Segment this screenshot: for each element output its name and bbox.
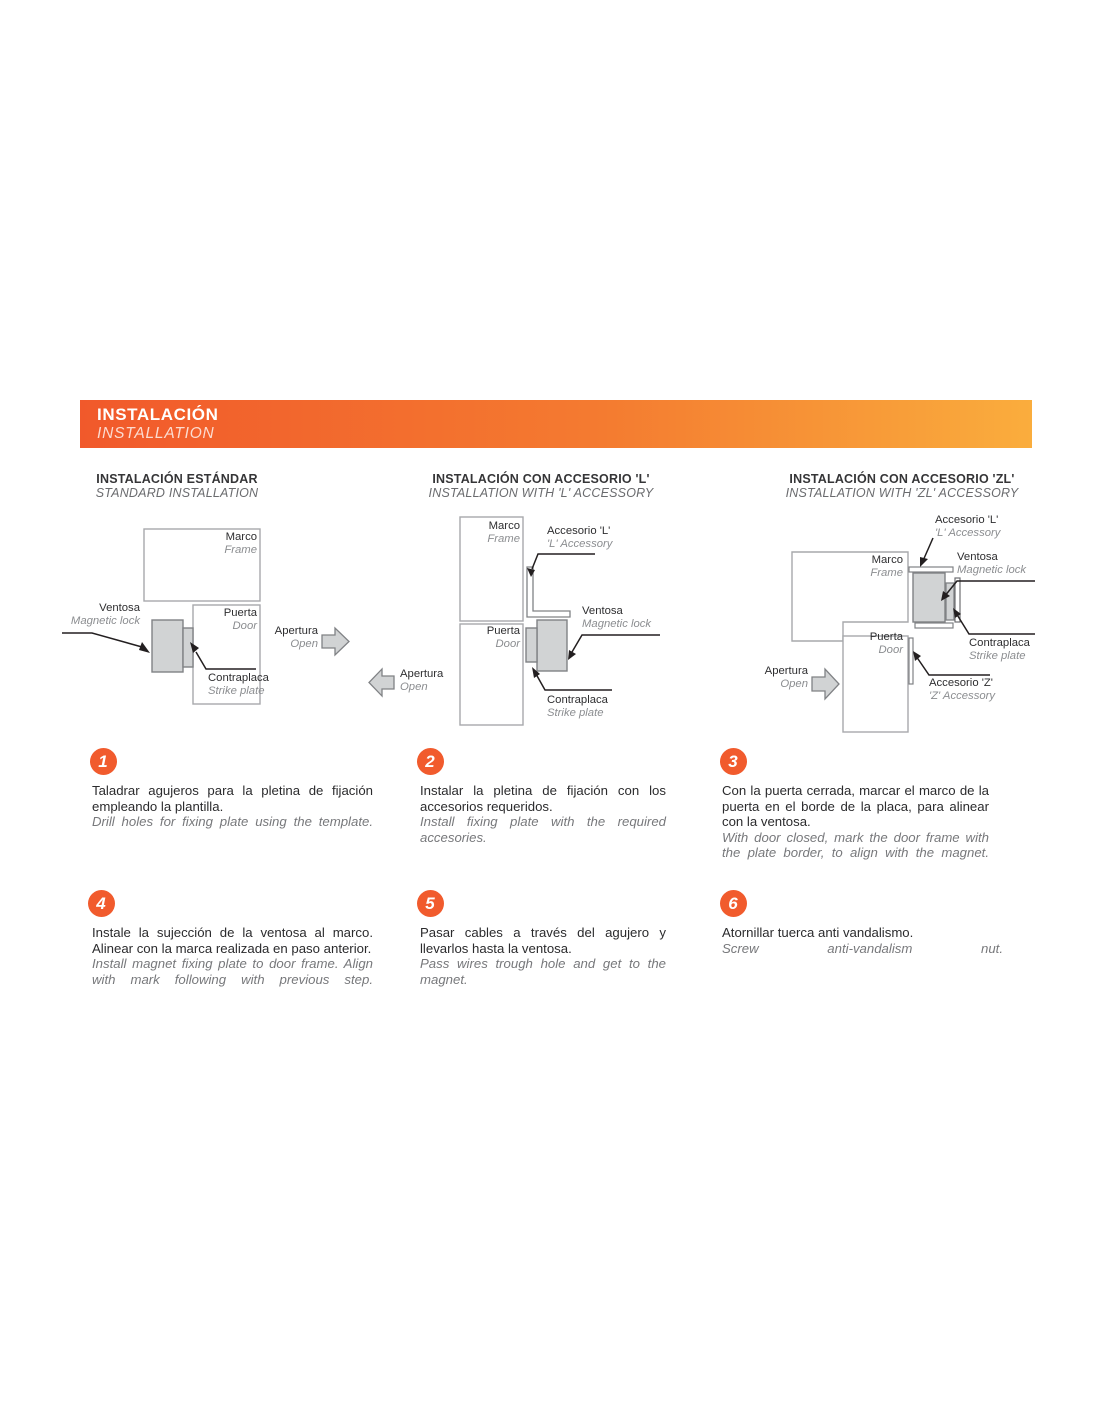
z-accessory-label: Accesorio 'Z' 'Z' Accessory (929, 677, 996, 703)
banner-title-es: INSTALACIÓN (97, 405, 219, 424)
step-instruction-en: Install magnet fixing plate to door frame. Align with mark following with previous step. (92, 956, 373, 987)
open-label: Apertura Open (274, 625, 318, 651)
frame-label: Marco Frame (870, 554, 903, 580)
step-6-badge (720, 890, 747, 917)
diagram-zl-accessory-installation (720, 505, 1080, 740)
step-number: 5 (425, 893, 435, 913)
step-instruction-en: Drill holes for fixing plate using the template. (92, 814, 373, 830)
magnet-leader-line (572, 635, 660, 652)
z-bracket-vertical-bar (909, 638, 913, 684)
step-number: 2 (425, 751, 435, 771)
step-4-text (92, 925, 373, 1003)
banner-title-en: INSTALLATION (97, 425, 215, 442)
door-label: Puerta Door (486, 625, 520, 651)
heading-en: INSTALLATION WITH 'ZL' ACCESSORY (785, 486, 1019, 500)
magnet-arrowhead (139, 642, 150, 653)
heading-es: INSTALACIÓN ESTÁNDAR (96, 472, 258, 486)
heading-zl-accessory-installation (782, 472, 1022, 500)
step-instruction-es: Taladrar agujeros para la pletina de fijación empleando la plantilla. (92, 783, 373, 814)
l-bracket-shape (527, 567, 570, 617)
diagram-l-accessory-installation (360, 505, 700, 740)
l-bracket-arrowhead (920, 557, 928, 567)
step-6-text (722, 925, 1003, 972)
strike-leader-line (956, 613, 1035, 634)
heading-es: INSTALACIÓN CON ACCESORIO 'ZL' (789, 472, 1015, 486)
step-5-badge (417, 890, 444, 917)
strike-plate-label: Contraplaca Strike plate (547, 694, 608, 720)
step-5-text (420, 925, 666, 1003)
z-bracket-arrowhead (913, 651, 921, 661)
door-label: Puerta Door (869, 631, 903, 657)
step-number: 3 (728, 751, 738, 771)
z-bracket-horizontal-bar (915, 623, 953, 628)
step-instruction-en: Screw anti-vandalism nut. (722, 940, 1003, 956)
step-instruction-en: With door closed, mark the door frame with the plate border, to align with the magnet. (722, 829, 989, 861)
step-instruction-es: Con la puerta cerrada, marcar el marco de la puerta en el borde de la placa, para alinear con la ventosa. (722, 783, 989, 830)
door-label: Puerta Door (223, 607, 257, 633)
magnet-rect (537, 620, 567, 671)
l-accessory-label: Accesorio 'L' 'L' Accessory (935, 514, 1001, 540)
open-direction-arrow-icon (812, 669, 839, 699)
step-2-text (420, 783, 666, 861)
step-4-badge (88, 890, 115, 917)
strike-leader-line (536, 674, 612, 690)
strike-plate-label: Contraplaca Strike plate (208, 672, 269, 698)
open-direction-arrow-icon (322, 628, 349, 655)
strike-plate-rect (526, 628, 537, 662)
magnet-leader-line (62, 633, 142, 647)
step-instruction-en: Pass wires trough hole and get to the magnet. (420, 956, 666, 987)
step-3-text (722, 783, 989, 877)
l-bracket-leader-line (532, 554, 595, 569)
open-label: Apertura Open (400, 668, 444, 694)
step-instruction-es: Pasar cables a través del agujero y llevarlos hasta la ventosa. (420, 925, 666, 956)
magnet-label: Ventosa Magnetic lock (582, 605, 652, 631)
heading-es: INSTALACIÓN CON ACCESORIO 'L' (432, 472, 650, 486)
step-number: 6 (728, 893, 738, 913)
heading-standard-installation (57, 472, 297, 500)
open-label: Apertura Open (764, 665, 808, 691)
frame-label: Marco Frame (487, 520, 520, 546)
step-number: 4 (96, 893, 106, 913)
step-3-badge (720, 748, 747, 775)
step-2-badge (417, 748, 444, 775)
magnet-rect (913, 573, 945, 622)
magnet-label: Ventosa Magnetic lock (70, 602, 140, 628)
strike-plate-label: Contraplaca Strike plate (969, 637, 1030, 663)
step-instruction-en: Install fixing plate with the required accesories. (420, 814, 666, 845)
magnet-label: Ventosa Magnetic lock (957, 551, 1027, 577)
l-accessory-label: Accesorio 'L' 'L' Accessory (547, 525, 613, 551)
l-bracket-top-bar (909, 567, 953, 572)
open-direction-arrow-icon (369, 669, 394, 696)
diagram-standard-installation (60, 510, 380, 725)
step-1-badge (90, 748, 117, 775)
heading-en: INSTALLATION WITH 'L' ACCESSORY (428, 486, 654, 500)
step-1-text (92, 783, 373, 845)
step-number: 1 (98, 751, 108, 771)
diagram-zl-accessory-svg (720, 505, 1080, 740)
step-instruction-es: Instalar la pletina de fijación con los accesorios requeridos. (420, 783, 666, 814)
heading-l-accessory-installation (421, 472, 661, 500)
section-banner (80, 400, 1032, 448)
step-instruction-es: Instale la sujección de la ventosa al marco. Alinear con la marca realizada en paso anterior. (92, 925, 373, 956)
step-instruction-es: Atornillar tuerca anti vandalismo. (722, 925, 914, 940)
magnet-rect (152, 620, 183, 672)
heading-en: STANDARD INSTALLATION (95, 486, 259, 500)
frame-label: Marco Frame (224, 531, 257, 557)
